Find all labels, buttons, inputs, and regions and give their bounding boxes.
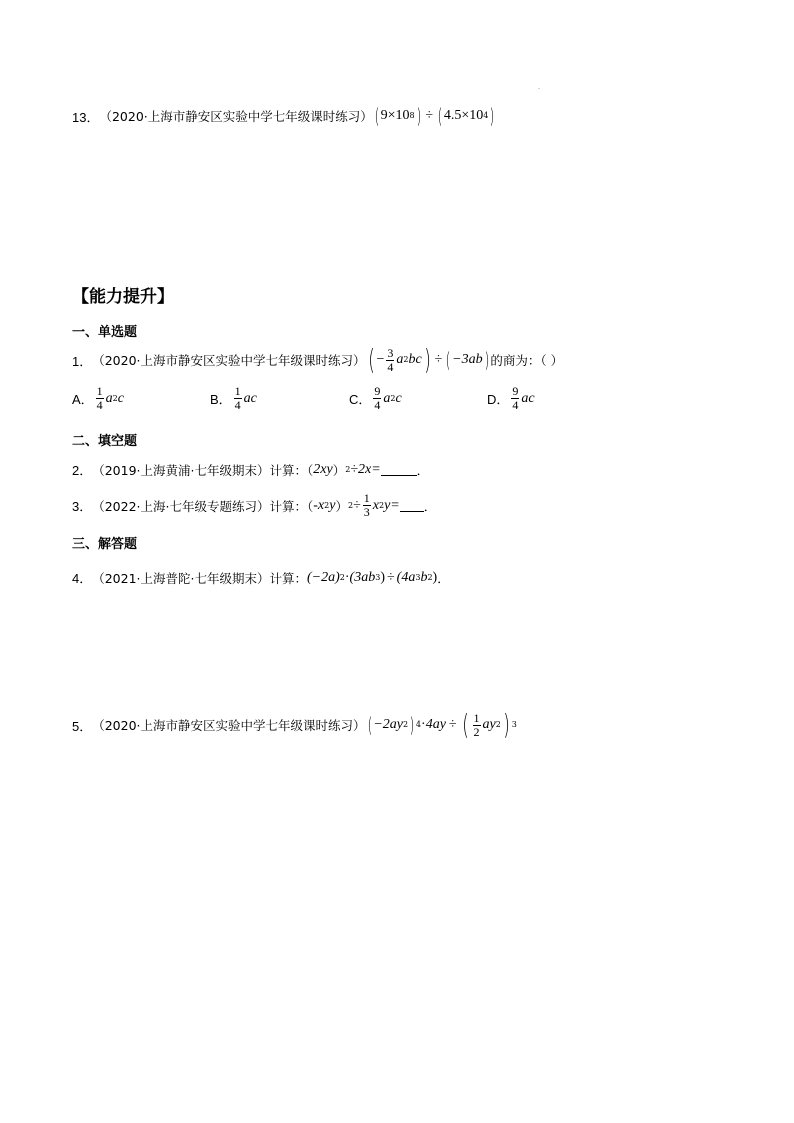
expression-term: ay (482, 717, 496, 732)
variable: y (329, 497, 336, 513)
variable: b (420, 569, 428, 585)
right-paren: ) (503, 708, 510, 741)
option-d[interactable] (487, 385, 535, 412)
expression-term: (3ab (349, 569, 376, 585)
operator: ÷ (434, 352, 443, 367)
fraction-denominator: 4 (234, 398, 241, 412)
expression-term: ÷2x= (350, 461, 381, 477)
question-number: 3． (72, 499, 93, 514)
question-source: （2019·上海黄浦·七年级期末）计算：（ (92, 462, 314, 478)
question-number: 13． (72, 109, 100, 125)
variable: a (105, 390, 113, 406)
left-paren: ( (367, 343, 375, 376)
fraction (386, 347, 394, 374)
question-number: 5． (72, 718, 93, 734)
fraction-numerator: 1 (363, 491, 370, 505)
fraction (96, 385, 104, 412)
fraction-denominator: 4 (374, 398, 381, 412)
expression-term: (4a (396, 569, 416, 585)
end-mark: ． (416, 462, 430, 478)
heading-single-choice: 一、单选题 (72, 325, 138, 340)
option-c[interactable]: C． $\frac{9}{4}$ a 2 c (349, 384, 402, 412)
fraction (363, 492, 371, 519)
expression-term: 2xy (313, 461, 333, 477)
fraction-denominator: 3 (363, 505, 370, 519)
page-mark: . (538, 84, 540, 91)
variable: bc (408, 352, 422, 367)
option-label: D． (487, 392, 510, 407)
option-label: C． (349, 392, 372, 407)
fraction (373, 385, 381, 412)
right-paren: ) (484, 348, 489, 372)
fraction-numerator: 1 (473, 710, 480, 725)
expression-term: −2ay (373, 717, 404, 732)
operator: · (344, 569, 350, 585)
operator: ÷ (386, 569, 395, 585)
question-tail: 的商为：（ ） (490, 353, 564, 368)
variable: a (383, 390, 391, 406)
question-source: （2020·上海市静安区实验中学七年级课时练习） (99, 109, 373, 124)
expression-term: ) (432, 569, 438, 585)
option-label: B． (210, 392, 232, 407)
right-paren: ） (335, 498, 348, 514)
expression-term: (−2a) (307, 569, 340, 585)
variable: -x (313, 497, 325, 513)
question-source: （2020·上海市静安区实验中学七年级课时练习） (92, 718, 366, 733)
expression-term: y= (384, 497, 400, 513)
operator: ÷ (353, 497, 361, 513)
variable: ac (521, 390, 535, 406)
answer-blank[interactable] (381, 463, 417, 476)
right-paren: ） (332, 462, 346, 478)
question-13: 13． （2020·上海市静安区实验中学七年级课时练习） ( 9×10 8 ) ÷ ( 4.5×10 4 ) (72, 104, 495, 128)
expression-term: −3ab (452, 352, 483, 367)
end-mark: ． (423, 498, 437, 514)
right-paren: ) (423, 343, 431, 376)
left-paren: ( (437, 104, 443, 128)
left-paren: ( (374, 104, 380, 128)
expression-term: ) (380, 569, 385, 585)
expression-term: 9×10 (380, 108, 410, 123)
fraction-denominator: 4 (96, 398, 103, 412)
right-paren: ) (489, 104, 495, 128)
fraction-numerator: 9 (512, 384, 519, 398)
section-title: 【能力提升】 (72, 287, 174, 307)
fraction-numerator: 1 (96, 384, 103, 398)
expression-term: 4ay (425, 717, 446, 732)
operator: ÷ (448, 717, 457, 732)
option-label: A． (72, 392, 94, 407)
heading-fill-blank: 二、填空题 (72, 434, 138, 449)
fraction-numerator: 3 (387, 345, 394, 360)
variable: ac (243, 390, 257, 406)
heading-answer: 三、解答题 (72, 537, 138, 552)
question-3: 3． （2022·上海·七年级专题练习）计算：（ -x 2 y ） 2 ÷ $\frac{1}{3}$ x 2 y= ． (72, 491, 437, 519)
expression-term: 4.5×10 (443, 108, 484, 123)
variable: x (372, 497, 379, 513)
question-number: 4． (72, 571, 93, 586)
fraction-numerator: 9 (374, 384, 381, 398)
fraction-denominator: 2 (473, 724, 480, 739)
question-2: 2． （2019·上海黄浦·七年级期末）计算：（ 2xy ） 2 ÷2x= ． (72, 461, 430, 478)
minus-sign: − (376, 352, 385, 367)
left-paren: ( (445, 348, 451, 372)
left-paren: ( (367, 713, 372, 737)
question-1: 1． （2020·上海市静安区实验中学七年级课时练习） ( − $\frac{3}{4}$ a 2 bc ) ÷ ( −3ab ) 的商为：（ ） (72, 343, 564, 376)
operator: ÷ (425, 108, 434, 123)
variable: c (117, 390, 124, 406)
fraction-denominator: 4 (387, 359, 394, 374)
right-paren: ) (416, 104, 421, 128)
fraction-denominator: 4 (512, 398, 519, 412)
question-4: 4． （2021·上海普陀·七年级期末）计算： (−2a) 2 · (3ab 3 ) ÷ (4a 3 b 2 ) ． (72, 569, 450, 586)
left-paren: ( (461, 708, 469, 741)
question-source: （2020·上海市静安区实验中学七年级课时练习） (92, 353, 366, 368)
answer-blank[interactable] (400, 499, 424, 512)
question-source: （2021·上海普陀·七年级期末）计算： (92, 570, 307, 586)
option-b[interactable] (210, 385, 257, 412)
variable: a (396, 352, 404, 367)
question-number: 1． (72, 353, 93, 369)
question-source: （2022·上海·七年级专题练习）计算：（ (92, 498, 314, 514)
right-paren: ) (409, 713, 415, 737)
question-5: 5． （2020·上海市静安区实验中学七年级课时练习） ( −2ay 2 ) 4 · 4ay ÷ ( $\frac{1}{2}$ ay 2 ) 3 (72, 708, 517, 741)
fraction (473, 712, 481, 739)
fraction (511, 385, 519, 412)
option-a[interactable]: A． $\frac{1}{4}$ a 2 c (72, 384, 124, 412)
end-mark: ． (437, 570, 450, 586)
operator: · (421, 717, 426, 732)
fraction-numerator: 1 (234, 384, 241, 398)
variable: c (395, 390, 402, 406)
question-number: 2． (72, 463, 93, 478)
fraction (234, 385, 242, 412)
